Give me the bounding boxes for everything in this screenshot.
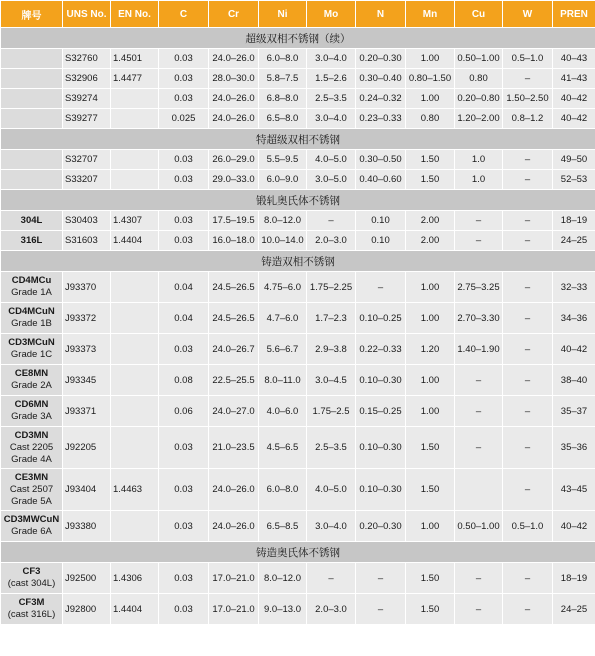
cell-cr: 24.0–26.0 xyxy=(209,109,259,129)
cell-cr: 24.0–26.0 xyxy=(209,49,259,69)
cell-pren: 18–19 xyxy=(553,211,595,231)
cell-c: 0.025 xyxy=(159,109,209,129)
cell-c: 0.08 xyxy=(159,365,209,396)
cell-mo: 3.0–4.0 xyxy=(307,511,356,542)
cell-uns: J93373 xyxy=(63,334,111,365)
cell-cu: – xyxy=(455,563,503,594)
cell-w: – xyxy=(503,334,553,365)
grade-name: CF3M xyxy=(18,597,45,608)
cell-mo: 4.0–5.0 xyxy=(307,150,356,170)
cell-uns: J93404 xyxy=(63,469,111,511)
cell-pren: 24–25 xyxy=(553,594,595,625)
cell-ni: 4.0–6.0 xyxy=(259,396,307,427)
cell-en xyxy=(111,396,159,427)
cell-n: – xyxy=(356,594,406,625)
cell-n: 0.10–0.30 xyxy=(356,427,406,469)
cell-pren: 40–42 xyxy=(553,511,595,542)
cell-mn: 1.00 xyxy=(406,365,455,396)
cell-n: 0.10–0.25 xyxy=(356,303,406,334)
cell-mn: 1.50 xyxy=(406,594,455,625)
cell-mo: 2.9–3.8 xyxy=(307,334,356,365)
cell-n: 0.10 xyxy=(356,211,406,231)
cell-mo: 4.0–5.0 xyxy=(307,469,356,511)
cell-cr: 26.0–29.0 xyxy=(209,150,259,170)
cell-c: 0.03 xyxy=(159,69,209,89)
cell-w: – xyxy=(503,303,553,334)
grade-name: CD3MWCuN xyxy=(3,514,60,525)
cell-c: 0.03 xyxy=(159,49,209,69)
cell-c: 0.03 xyxy=(159,150,209,170)
cell-cu: 0.50–1.00 xyxy=(455,49,503,69)
grade-cell xyxy=(1,69,63,89)
grade-cell xyxy=(1,272,63,303)
grade-cell xyxy=(1,563,63,594)
cell-en xyxy=(111,511,159,542)
cell-cr: 22.5–25.5 xyxy=(209,365,259,396)
cell-pren: 40–42 xyxy=(553,109,595,129)
grade-cell xyxy=(1,511,63,542)
cell-c: 0.03 xyxy=(159,469,209,511)
grade-name: 304L xyxy=(20,214,43,226)
cell-en xyxy=(111,89,159,109)
cell-cr: 17.0–21.0 xyxy=(209,563,259,594)
cell-pren: 40–42 xyxy=(553,334,595,365)
grade-cell xyxy=(1,396,63,427)
section-title: 铸造双相不锈钢 xyxy=(1,251,595,272)
cell-uns: J92205 xyxy=(63,427,111,469)
cell-cr: 24.0–26.7 xyxy=(209,334,259,365)
cell-uns: J93380 xyxy=(63,511,111,542)
cell-n: – xyxy=(356,272,406,303)
cell-cr: 24.5–26.5 xyxy=(209,272,259,303)
cell-pren: 35–36 xyxy=(553,427,595,469)
cell-n: – xyxy=(356,563,406,594)
cell-w: – xyxy=(503,594,553,625)
cell-cr: 16.0–18.0 xyxy=(209,231,259,251)
cell-cu: – xyxy=(455,396,503,427)
cell-uns: J92500 xyxy=(63,563,111,594)
table-row xyxy=(1,49,595,69)
cell-c: 0.06 xyxy=(159,396,209,427)
cell-mn: 1.00 xyxy=(406,272,455,303)
cell-pren: 38–40 xyxy=(553,365,595,396)
cell-n: 0.20–0.30 xyxy=(356,511,406,542)
cell-w: – xyxy=(503,170,553,190)
section-title: 铸造奥氏体不锈钢 xyxy=(1,542,595,563)
section-title: 锻轧奥氏体不锈钢 xyxy=(1,190,595,211)
cell-ni: 8.0–11.0 xyxy=(259,365,307,396)
cell-en xyxy=(111,365,159,396)
cell-w: – xyxy=(503,396,553,427)
grade-cell xyxy=(1,211,63,231)
cell-cr: 24.0–26.0 xyxy=(209,469,259,511)
cell-en: 1.4501 xyxy=(111,49,159,69)
cell-uns: J93371 xyxy=(63,396,111,427)
cell-ni: 6.0–9.0 xyxy=(259,170,307,190)
cell-uns: S39277 xyxy=(63,109,111,129)
header-row xyxy=(1,1,595,28)
cell-n: 0.23–0.33 xyxy=(356,109,406,129)
table-row xyxy=(1,511,595,542)
grade-name: CD3MCuN xyxy=(8,337,55,348)
cell-pren: 52–53 xyxy=(553,170,595,190)
grade-alias: Grade 6A xyxy=(11,526,52,537)
table-row xyxy=(1,150,595,170)
section-row xyxy=(1,251,595,272)
cell-c: 0.04 xyxy=(159,303,209,334)
cell-n: 0.22–0.33 xyxy=(356,334,406,365)
grade-cell xyxy=(1,89,63,109)
grade-name: CE3MN xyxy=(14,471,49,483)
cell-w: – xyxy=(503,469,553,511)
cell-mn: 1.50 xyxy=(406,563,455,594)
cell-en xyxy=(111,170,159,190)
cell-ni: 5.6–6.7 xyxy=(259,334,307,365)
cell-mo: 1.75–2.25 xyxy=(307,272,356,303)
cell-uns: S32707 xyxy=(63,150,111,170)
cell-c: 0.04 xyxy=(159,272,209,303)
grade-alias: Cast 2507 xyxy=(9,483,54,495)
grade-alias: Cast 2205 xyxy=(9,441,54,453)
cell-pren: 41–43 xyxy=(553,69,595,89)
cell-mn: 1.00 xyxy=(406,396,455,427)
cell-pren: 40–42 xyxy=(553,89,595,109)
table-row xyxy=(1,272,595,303)
cell-w: 0.8–1.2 xyxy=(503,109,553,129)
cell-en xyxy=(111,303,159,334)
cell-pren: 35–37 xyxy=(553,396,595,427)
cell-cu: 2.75–3.25 xyxy=(455,272,503,303)
cell-cu: – xyxy=(455,427,503,469)
cell-cr: 28.0–30.0 xyxy=(209,69,259,89)
grade-cell xyxy=(1,469,63,511)
grade-name: CD4MCuN xyxy=(8,306,55,317)
cell-n: 0.20–0.30 xyxy=(356,49,406,69)
cell-w: 0.5–1.0 xyxy=(503,49,553,69)
cell-w: – xyxy=(503,69,553,89)
table-row xyxy=(1,89,595,109)
grade-alias: (cast 304L) xyxy=(7,578,56,589)
cell-ni: 6.0–8.0 xyxy=(259,49,307,69)
section-row xyxy=(1,190,595,211)
section-row xyxy=(1,129,595,150)
cell-mn: 1.20 xyxy=(406,334,455,365)
header-pren: PREN xyxy=(553,1,595,28)
cell-mn: 1.00 xyxy=(406,303,455,334)
table-row xyxy=(1,303,595,334)
cell-mn: 1.00 xyxy=(406,49,455,69)
cell-n: 0.30–0.50 xyxy=(356,150,406,170)
grade-name: CD4MCu xyxy=(11,275,52,286)
cell-ni: 5.8–7.5 xyxy=(259,69,307,89)
section-row xyxy=(1,542,595,563)
cell-w: – xyxy=(503,365,553,396)
cell-ni: 4.5–6.5 xyxy=(259,427,307,469)
header-ni: Ni xyxy=(259,1,307,28)
table-row xyxy=(1,69,595,89)
cell-n: 0.40–0.60 xyxy=(356,170,406,190)
cell-c: 0.03 xyxy=(159,511,209,542)
cell-w: – xyxy=(503,150,553,170)
cell-cu: 1.20–2.00 xyxy=(455,109,503,129)
cell-c: 0.03 xyxy=(159,334,209,365)
header-uns: UNS No. xyxy=(63,1,111,28)
table-row xyxy=(1,365,595,396)
cell-uns: J93370 xyxy=(63,272,111,303)
cell-cr: 17.0–21.0 xyxy=(209,594,259,625)
cell-n: 0.30–0.40 xyxy=(356,69,406,89)
cell-mo: 2.5–3.5 xyxy=(307,89,356,109)
cell-c: 0.03 xyxy=(159,594,209,625)
cell-c: 0.03 xyxy=(159,427,209,469)
cell-cu: 1.0 xyxy=(455,170,503,190)
header-grade: 牌号 xyxy=(1,1,63,28)
cell-uns: J93345 xyxy=(63,365,111,396)
cell-pren: 40–43 xyxy=(553,49,595,69)
cell-uns: S32906 xyxy=(63,69,111,89)
section-title: 超级双相不锈钢（续） xyxy=(1,28,595,49)
grade-name: CF3 xyxy=(22,566,41,577)
cell-n: 0.15–0.25 xyxy=(356,396,406,427)
cell-mn: 1.50 xyxy=(406,427,455,469)
cell-cr: 24.0–27.0 xyxy=(209,396,259,427)
cell-pren: 34–36 xyxy=(553,303,595,334)
cell-cu: – xyxy=(455,365,503,396)
cell-cu: 1.40–1.90 xyxy=(455,334,503,365)
cell-pren: 43–45 xyxy=(553,469,595,511)
grade-alias: Grade 5A xyxy=(11,495,52,507)
grade-name: 316L xyxy=(20,234,43,246)
table-row xyxy=(1,170,595,190)
cell-uns: J92800 xyxy=(63,594,111,625)
cell-uns: S39274 xyxy=(63,89,111,109)
grade-cell xyxy=(1,170,63,190)
grade-name: CD3MN xyxy=(14,429,49,441)
grade-alias: Grade 3A xyxy=(11,411,52,422)
cell-w: 1.50–2.50 xyxy=(503,89,553,109)
cell-cu: 2.70–3.30 xyxy=(455,303,503,334)
cell-w: – xyxy=(503,231,553,251)
cell-ni: 9.0–13.0 xyxy=(259,594,307,625)
cell-en: 1.4306 xyxy=(111,563,159,594)
grade-alias: Grade 1C xyxy=(10,349,53,360)
grade-name: CE8MN xyxy=(14,368,49,379)
grade-cell xyxy=(1,303,63,334)
cell-pren: 18–19 xyxy=(553,563,595,594)
cell-cr: 24.5–26.5 xyxy=(209,303,259,334)
cell-cu: 0.50–1.00 xyxy=(455,511,503,542)
cell-w: – xyxy=(503,211,553,231)
section-row xyxy=(1,28,595,49)
cell-mo: 1.7–2.3 xyxy=(307,303,356,334)
cell-pren: 24–25 xyxy=(553,231,595,251)
cell-en: 1.4463 xyxy=(111,469,159,511)
header-c: C xyxy=(159,1,209,28)
cell-mn: 1.00 xyxy=(406,511,455,542)
cell-ni: 6.5–8.0 xyxy=(259,109,307,129)
cell-en xyxy=(111,334,159,365)
cell-ni: 6.5–8.5 xyxy=(259,511,307,542)
cell-cu: – xyxy=(455,231,503,251)
cell-uns: J93372 xyxy=(63,303,111,334)
cell-c: 0.03 xyxy=(159,231,209,251)
cell-en: 1.4404 xyxy=(111,594,159,625)
cell-en xyxy=(111,427,159,469)
cell-cu: – xyxy=(455,211,503,231)
grade-cell xyxy=(1,365,63,396)
cell-mn: 2.00 xyxy=(406,231,455,251)
cell-mn: 1.50 xyxy=(406,150,455,170)
cell-uns: S33207 xyxy=(63,170,111,190)
grade-alias: (cast 316L) xyxy=(7,609,56,620)
cell-en: 1.4404 xyxy=(111,231,159,251)
cell-mn: 0.80–1.50 xyxy=(406,69,455,89)
table-row xyxy=(1,109,595,129)
header-mn: Mn xyxy=(406,1,455,28)
cell-en xyxy=(111,150,159,170)
cell-mo: – xyxy=(307,563,356,594)
header-mo: Mo xyxy=(307,1,356,28)
cell-w: 0.5–1.0 xyxy=(503,511,553,542)
cell-w: – xyxy=(503,427,553,469)
cell-cu xyxy=(455,469,503,511)
cell-ni: 4.75–6.0 xyxy=(259,272,307,303)
grade-cell xyxy=(1,150,63,170)
cell-cr: 21.0–23.5 xyxy=(209,427,259,469)
cell-cu: – xyxy=(455,594,503,625)
cell-ni: 10.0–14.0 xyxy=(259,231,307,251)
cell-ni: 6.8–8.0 xyxy=(259,89,307,109)
cell-n: 0.24–0.32 xyxy=(356,89,406,109)
cell-uns: S32760 xyxy=(63,49,111,69)
cell-pren: 49–50 xyxy=(553,150,595,170)
cell-ni: 8.0–12.0 xyxy=(259,563,307,594)
table-row xyxy=(1,563,595,594)
cell-uns: S31603 xyxy=(63,231,111,251)
grade-alias: Grade 4A xyxy=(11,453,52,465)
cell-w: – xyxy=(503,272,553,303)
cell-mo: 2.0–3.0 xyxy=(307,231,356,251)
header-cu: Cu xyxy=(455,1,503,28)
cell-cr: 24.0–26.0 xyxy=(209,511,259,542)
cell-mo: 1.75–2.5 xyxy=(307,396,356,427)
cell-n: 0.10–0.30 xyxy=(356,365,406,396)
grade-cell xyxy=(1,109,63,129)
cell-cr: 17.5–19.5 xyxy=(209,211,259,231)
header-cr: Cr xyxy=(209,1,259,28)
table-row xyxy=(1,231,595,251)
cell-cr: 24.0–26.0 xyxy=(209,89,259,109)
cell-c: 0.03 xyxy=(159,211,209,231)
cell-mn: 1.50 xyxy=(406,469,455,511)
cell-pren: 32–33 xyxy=(553,272,595,303)
cell-mo: 2.5–3.5 xyxy=(307,427,356,469)
cell-cr: 29.0–33.0 xyxy=(209,170,259,190)
grade-cell xyxy=(1,594,63,625)
cell-n: 0.10–0.30 xyxy=(356,469,406,511)
table-row xyxy=(1,469,595,511)
table-row xyxy=(1,396,595,427)
cell-mo: 3.0–4.0 xyxy=(307,109,356,129)
table-body xyxy=(1,28,595,625)
cell-uns: S30403 xyxy=(63,211,111,231)
cell-en xyxy=(111,272,159,303)
cell-n: 0.10 xyxy=(356,231,406,251)
cell-mo: – xyxy=(307,211,356,231)
cell-cu: 1.0 xyxy=(455,150,503,170)
header-en: EN No. xyxy=(111,1,159,28)
grade-cell xyxy=(1,427,63,469)
grade-alias: Grade 1B xyxy=(11,318,52,329)
table-row xyxy=(1,211,595,231)
cell-mo: 1.5–2.6 xyxy=(307,69,356,89)
section-title: 特超级双相不锈钢 xyxy=(1,129,595,150)
cell-cu: 0.80 xyxy=(455,69,503,89)
cell-c: 0.03 xyxy=(159,563,209,594)
cell-en: 1.4307 xyxy=(111,211,159,231)
cell-en xyxy=(111,109,159,129)
cell-mn: 1.50 xyxy=(406,170,455,190)
cell-w: – xyxy=(503,563,553,594)
cell-ni: 6.0–8.0 xyxy=(259,469,307,511)
table-row xyxy=(1,427,595,469)
cell-ni: 4.7–6.0 xyxy=(259,303,307,334)
cell-ni: 5.5–9.5 xyxy=(259,150,307,170)
cell-c: 0.03 xyxy=(159,170,209,190)
cell-ni: 8.0–12.0 xyxy=(259,211,307,231)
grade-alias: Grade 1A xyxy=(11,287,52,298)
cell-mo: 2.0–3.0 xyxy=(307,594,356,625)
cell-mo: 3.0–4.5 xyxy=(307,365,356,396)
grade-alias: Grade 2A xyxy=(11,380,52,391)
cell-mo: 3.0–5.0 xyxy=(307,170,356,190)
cell-mn: 2.00 xyxy=(406,211,455,231)
grade-cell xyxy=(1,49,63,69)
table-header xyxy=(1,1,595,28)
grade-name: CD6MN xyxy=(14,399,49,410)
table-row xyxy=(1,334,595,365)
grade-cell xyxy=(1,231,63,251)
header-n: N xyxy=(356,1,406,28)
cell-mo: 3.0–4.0 xyxy=(307,49,356,69)
header-w: W xyxy=(503,1,553,28)
cell-c: 0.03 xyxy=(159,89,209,109)
cell-en: 1.4477 xyxy=(111,69,159,89)
cell-cu: 0.20–0.80 xyxy=(455,89,503,109)
cell-mn: 0.80 xyxy=(406,109,455,129)
table-row xyxy=(1,594,595,625)
cell-mn: 1.00 xyxy=(406,89,455,109)
grade-cell xyxy=(1,334,63,365)
